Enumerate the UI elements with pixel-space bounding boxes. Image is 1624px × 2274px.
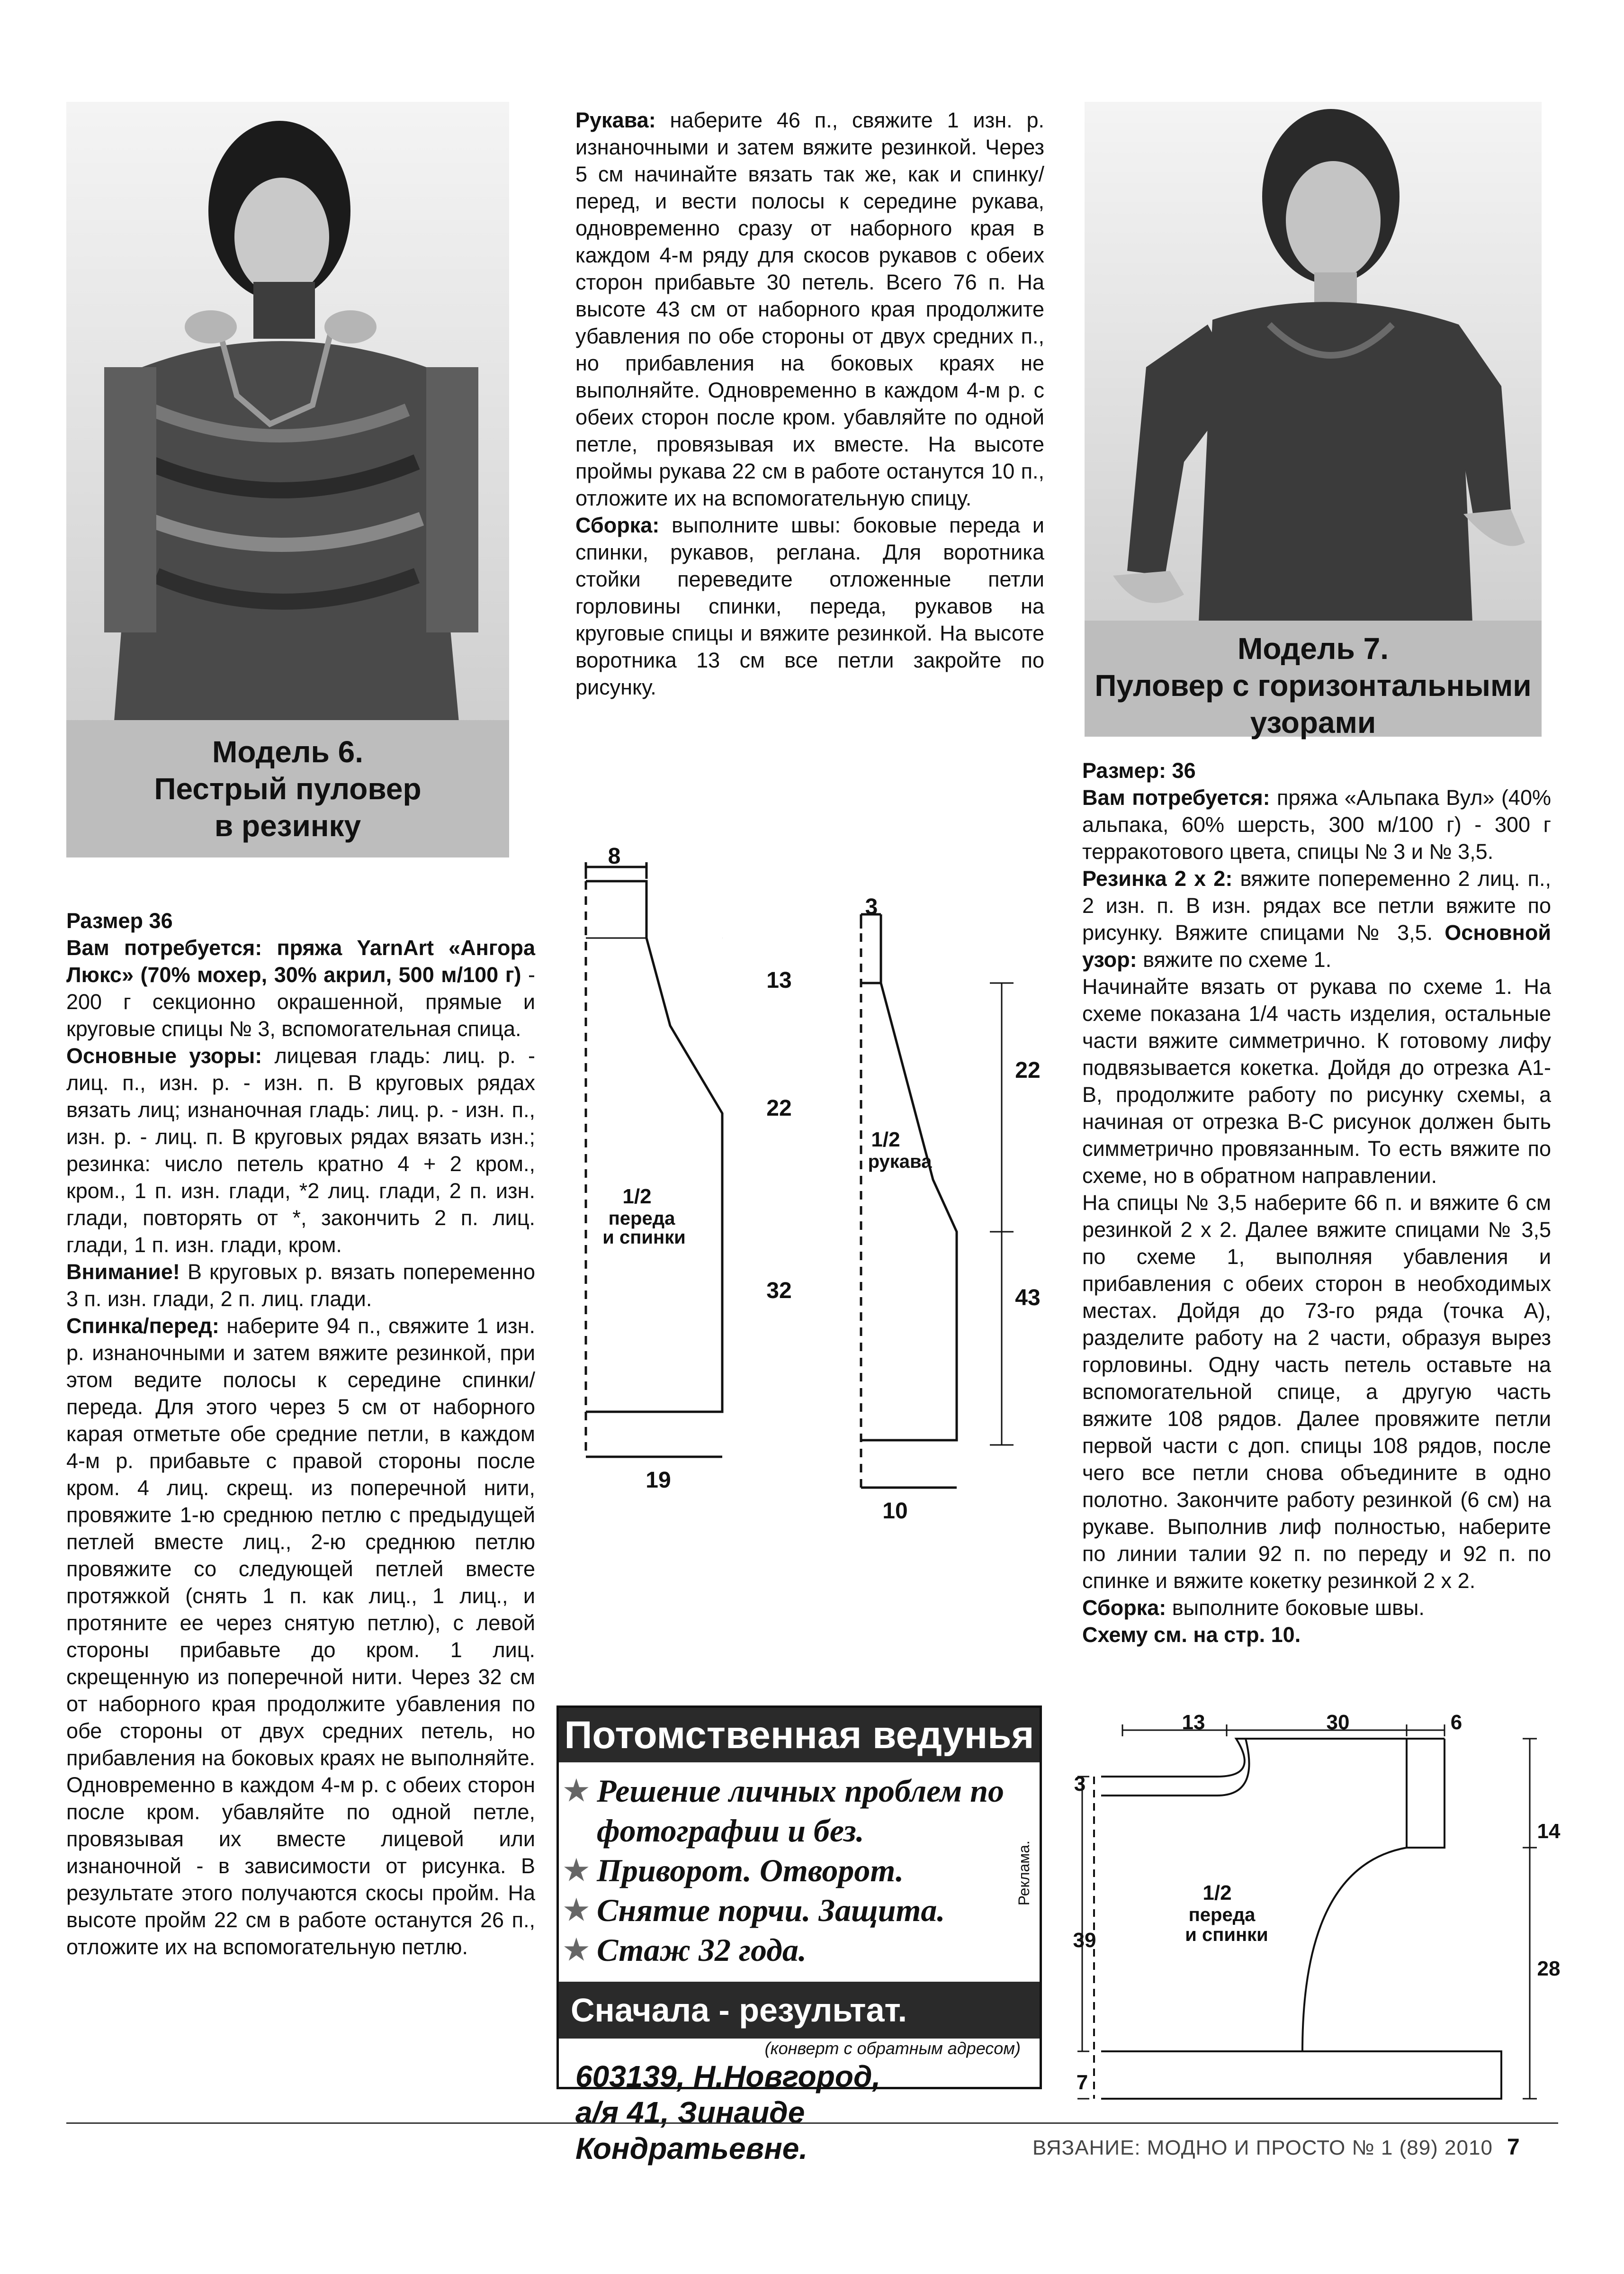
paragraph xyxy=(66,1258,535,1312)
bold-text: Основной узор: xyxy=(1082,920,1551,972)
model6-sleeve-dim-bottom: 10 xyxy=(882,1498,908,1524)
model7-photo xyxy=(1085,102,1542,632)
body-text: вяжите попеременно 2 лиц. п., 2 изн. п. В изн. рядах все петли вяжите по рисунку. Вяжите спицами № 3,5. xyxy=(1082,866,1551,945)
model7-scheme xyxy=(1075,1710,1563,2122)
paragraph xyxy=(1082,1594,1551,1621)
model6-title: Модель 6. xyxy=(212,735,363,769)
model7-dim-right-2: 28 xyxy=(1537,1957,1561,1980)
paragraph xyxy=(1082,1189,1551,1594)
journal-name: ВЯЗАНИЕ: МОДНО И ПРОСТО № 1 (89) 2010 xyxy=(1032,2136,1493,2159)
advertisement xyxy=(556,1706,1042,2166)
model6-caption xyxy=(66,720,509,857)
model7-subtitle-2: узорами xyxy=(1250,705,1376,740)
paragraph xyxy=(66,1312,535,1960)
paragraph xyxy=(66,934,535,1042)
model6-sleeve-scheme xyxy=(843,894,1051,1530)
model7-scheme-label-1: 1/2 xyxy=(1202,1881,1232,1904)
model6-sleeve-dim-top: 3 xyxy=(865,894,878,920)
model6-subtitle-2: в резинку xyxy=(214,809,361,843)
model7-scheme-label-2: переда xyxy=(1188,1904,1256,1925)
model6-sleeve-label-1: 1/2 xyxy=(871,1128,900,1151)
bold-text: Сборка: xyxy=(575,513,672,537)
model6-subtitle-1: Пестрый пуловер xyxy=(154,772,422,806)
paragraph xyxy=(1082,1621,1551,1648)
bold-text: пряжа YarnArt «Ангора Люкс» (70% мохер, 30% акрил, 500 м/100 г) xyxy=(66,936,535,987)
model6-body-label-2: переда xyxy=(608,1208,675,1229)
bold-text: Внимание! xyxy=(66,1260,188,1284)
model6-body-dim-s2: 22 xyxy=(766,1096,792,1121)
ad-item-3: ★ Снятие порчи. Защита. xyxy=(559,1890,1040,1930)
body-text: вяжите по схеме 1. xyxy=(1143,948,1332,972)
footer-divider xyxy=(66,2122,1558,2124)
page-number: 7 xyxy=(1507,2135,1520,2160)
model7-dim-left-3: 7 xyxy=(1076,2071,1088,2094)
body-text: На спицы № 3,5 наберите 66 п. и вяжите 6 см резинкой 2 х 2. Далее вяжите спицами № 3,5 по схеме 1, выполняя убавления и прибавления с обеих сторон в необходимых местах. Дойдя до 73-го ряда (точка А), разделите работу на 2 части, образуя вырез горловины. Одну часть петель оставьте на вспомогательной спице, а другую часть вяжите 108 рядов. Далее провяжите петли первой части с доп. спицы 108 рядов, после чего все петли снова объедините в одно полотно. Закончите работу резинкой (6 см) на рукаве. Выполнив лиф полностью, наберите по линии талии 92 п. по переду и 92 п. по спинке и вяжите кокетку резинкой 2 х 2. xyxy=(1082,1191,1551,1593)
model7-dim-top-1: 13 xyxy=(1182,1711,1205,1734)
ad-item-4: ★ Стаж 32 года. xyxy=(559,1930,1040,1970)
model7-title: Модель 7. xyxy=(1238,632,1389,666)
body-text: пряжа «Альпака Вул» (40% альпака, 60% шерсть, 300 м/100 г) - 300 г терракотового цвета, спицы № 3 и № 3,5. xyxy=(1082,785,1552,864)
model7-scheme-label-3: и спинки xyxy=(1185,1924,1268,1945)
ad-title: Потомственная ведунья xyxy=(559,1708,1040,1762)
model6-sleeve-label-2: рукава xyxy=(868,1151,932,1172)
bold-text: Сборка: xyxy=(1082,1596,1172,1620)
ad-item-2: ★ Приворот. Отворот. xyxy=(559,1850,1040,1890)
body-text: В круговых р. вязать попеременно 3 п. изн. глади, 2 п. лиц. глади. xyxy=(66,1260,536,1311)
model6-body-dim-s1: 13 xyxy=(766,968,792,993)
ad-item-1: ★ Решение личных проблем по фотографии и без. xyxy=(559,1771,1040,1850)
bold-text: Схему см. на стр. 10. xyxy=(1082,1623,1301,1647)
model7-subtitle-1: Пуловер с горизонтальными xyxy=(1095,668,1532,703)
model6-sleeve-dim-s1: 22 xyxy=(1015,1058,1041,1083)
model6-sleeve-dim-s2: 43 xyxy=(1015,1285,1041,1310)
paragraph xyxy=(1082,865,1551,973)
bold-text: Вам потребуется: xyxy=(1082,785,1277,810)
body-text: Начинайте вязать от рукава по схеме 1. На схеме показана 1/4 часть изделия, остальные части вяжите симметрично. К готовому лифу подвязывается кокетка. Дойдя до отрезка А1-В, продолжите работу по рисунку схемы, а начиная от отрезка В-С рисунок должен быть симметрично провязанным. То есть вяжите по схеме, но в обратном направлении. xyxy=(1082,975,1551,1188)
bold-text: Размер: 36 xyxy=(1082,758,1196,783)
bold-text: Вам потребуется: xyxy=(66,936,277,960)
model6-body-label-1: 1/2 xyxy=(622,1185,652,1208)
model6-photo xyxy=(66,102,509,727)
paragraph xyxy=(575,107,1044,512)
paragraph xyxy=(66,1042,535,1258)
body-text: выполните боковые швы. xyxy=(1172,1596,1425,1620)
model6-sleeve-instructions xyxy=(575,107,1044,701)
model7-dim-left-1: 3 xyxy=(1074,1772,1086,1796)
body-text: лицевая гладь: лиц. р. - лиц. п., изн. р. - изн. п. В круговых рядах вязать лиц; изнаночная гладь: лиц. р. - изн. п., изн. р. - лиц. п. В круговых рядах вязать изн.; резинка: число петель кратно 4 + 2 кром., кром., 1 п. изн. глади, *2 лиц. глади, 2 п. изн. глади, повторять от *, закончить 2 п. лиц. глади, 1 п. изн. глади, кром. xyxy=(66,1044,536,1257)
model6-body-label-3: и спинки xyxy=(602,1227,686,1248)
paragraph xyxy=(1082,757,1551,784)
model7-dim-top-2: 30 xyxy=(1326,1711,1350,1734)
model6-body-dim-top: 8 xyxy=(608,844,621,869)
bold-text: Основные узоры: xyxy=(66,1044,275,1068)
paragraph xyxy=(1082,784,1551,865)
ad-note: (конверт с обратным адресом) xyxy=(764,2039,1021,2058)
body-text: наберите 46 п., свяжите 1 изн. р. изнаночными и затем вяжите резинкой. Через 5 см начинайте вязать так же, как и спинку/перед, и вести полосы к середине рукава, одновременно сразу от наборного края в каждом 4-м ряду для скосов рукавов с обеих сторон прибавьте 30 петель. Всего 76 п. На высоте 43 см от наборного края продолжите убавления по обе стороны от двух средних п., но прибавления на боковых краях не выполняйте. Одновременно в каждом 4-м р. с обеих сторон после кром. убавляйте по одной петле, провязывая их вместе. На высоте проймы рукава 22 см в работе останутся 10 п., отложите их на вспомогательную спицу. xyxy=(575,108,1044,510)
bold-text: Резинка 2 х 2: xyxy=(1082,866,1240,891)
ad-advertising-mark: Реклама. xyxy=(1015,1841,1032,1906)
body-text: - 200 г секционно окрашенной, прямые и круговые спицы № 3, вспомогательная спица. xyxy=(66,963,535,1041)
model7-instructions xyxy=(1082,757,1551,1648)
bold-text: Рукава: xyxy=(575,108,670,132)
paragraph xyxy=(1082,973,1551,1189)
bold-text: Спинка/перед: xyxy=(66,1314,227,1338)
bold-text: Размер 36 xyxy=(66,909,173,933)
model6-body-scheme xyxy=(575,844,803,1497)
model7-dim-top-3: 6 xyxy=(1450,1711,1462,1734)
paragraph xyxy=(66,907,535,934)
paragraph xyxy=(575,512,1044,701)
model7-caption xyxy=(1085,621,1542,740)
body-text: наберите 94 п., свяжите 1 изн. р. изнаночными и затем вяжите резинкой, при этом ведите полосы к середине спинки/переда. Для этого через 5 см от наборного карая отметьте обе средние петли, в каждом 4-м р. прибавьте с правой стороны после кром. 4 лиц. скрещ. из поперечной нити, провяжите 1-ю среднюю петлю с предыдущей петлей вместе лиц., 2-ю среднюю петлю провяжите со следующей петлей вместе протяжкой (снять 1 п. как лиц., 1 лиц., и протяните ее через снятую петлю), с левой стороны прибавьте до кром. 1 лиц. скрещенную из поперечной нити. Через 32 см от наборного края продолжите убавления по обе стороны от двух средних петель, но прибавления на боковых краях не выполняйте. Одновременно в каждом 4-м р. с обеих сторон после кром. убавляйте по одной петле, провязывая их вместе лицевой или изнаночной - в зависимости от рисунка. В результате этого получаются скосы пройм. На высоте пройм 22 см в работе останутся 26 п., отложите их на вспомогательную петлю. xyxy=(66,1314,535,1959)
ad-slogan: Сначала - результат. xyxy=(559,1982,1040,2039)
model7-dim-left-2: 39 xyxy=(1073,1929,1096,1952)
ad-address-line-1: 603139, Н.Новгород, xyxy=(575,2059,881,2094)
body-text: выполните швы: боковые переда и спинки, рукавов, реглана. Для воротника стойки переведите отложенные петли горловины спинки, переда, рукавов на круговые спицы и вяжите резинкой. На высоте воротника 13 см все петли закройте по рисунку. xyxy=(575,513,1044,699)
page-footer xyxy=(1032,2134,1520,2160)
model6-instructions xyxy=(66,907,535,1960)
model7-dim-right-1: 14 xyxy=(1537,1820,1561,1843)
ad-address-line-2: а/я 41, Зинаиде Кондратьевне. xyxy=(575,2095,808,2166)
model6-body-dim-bottom: 19 xyxy=(646,1468,671,1493)
model6-body-dim-s3: 32 xyxy=(766,1278,792,1303)
